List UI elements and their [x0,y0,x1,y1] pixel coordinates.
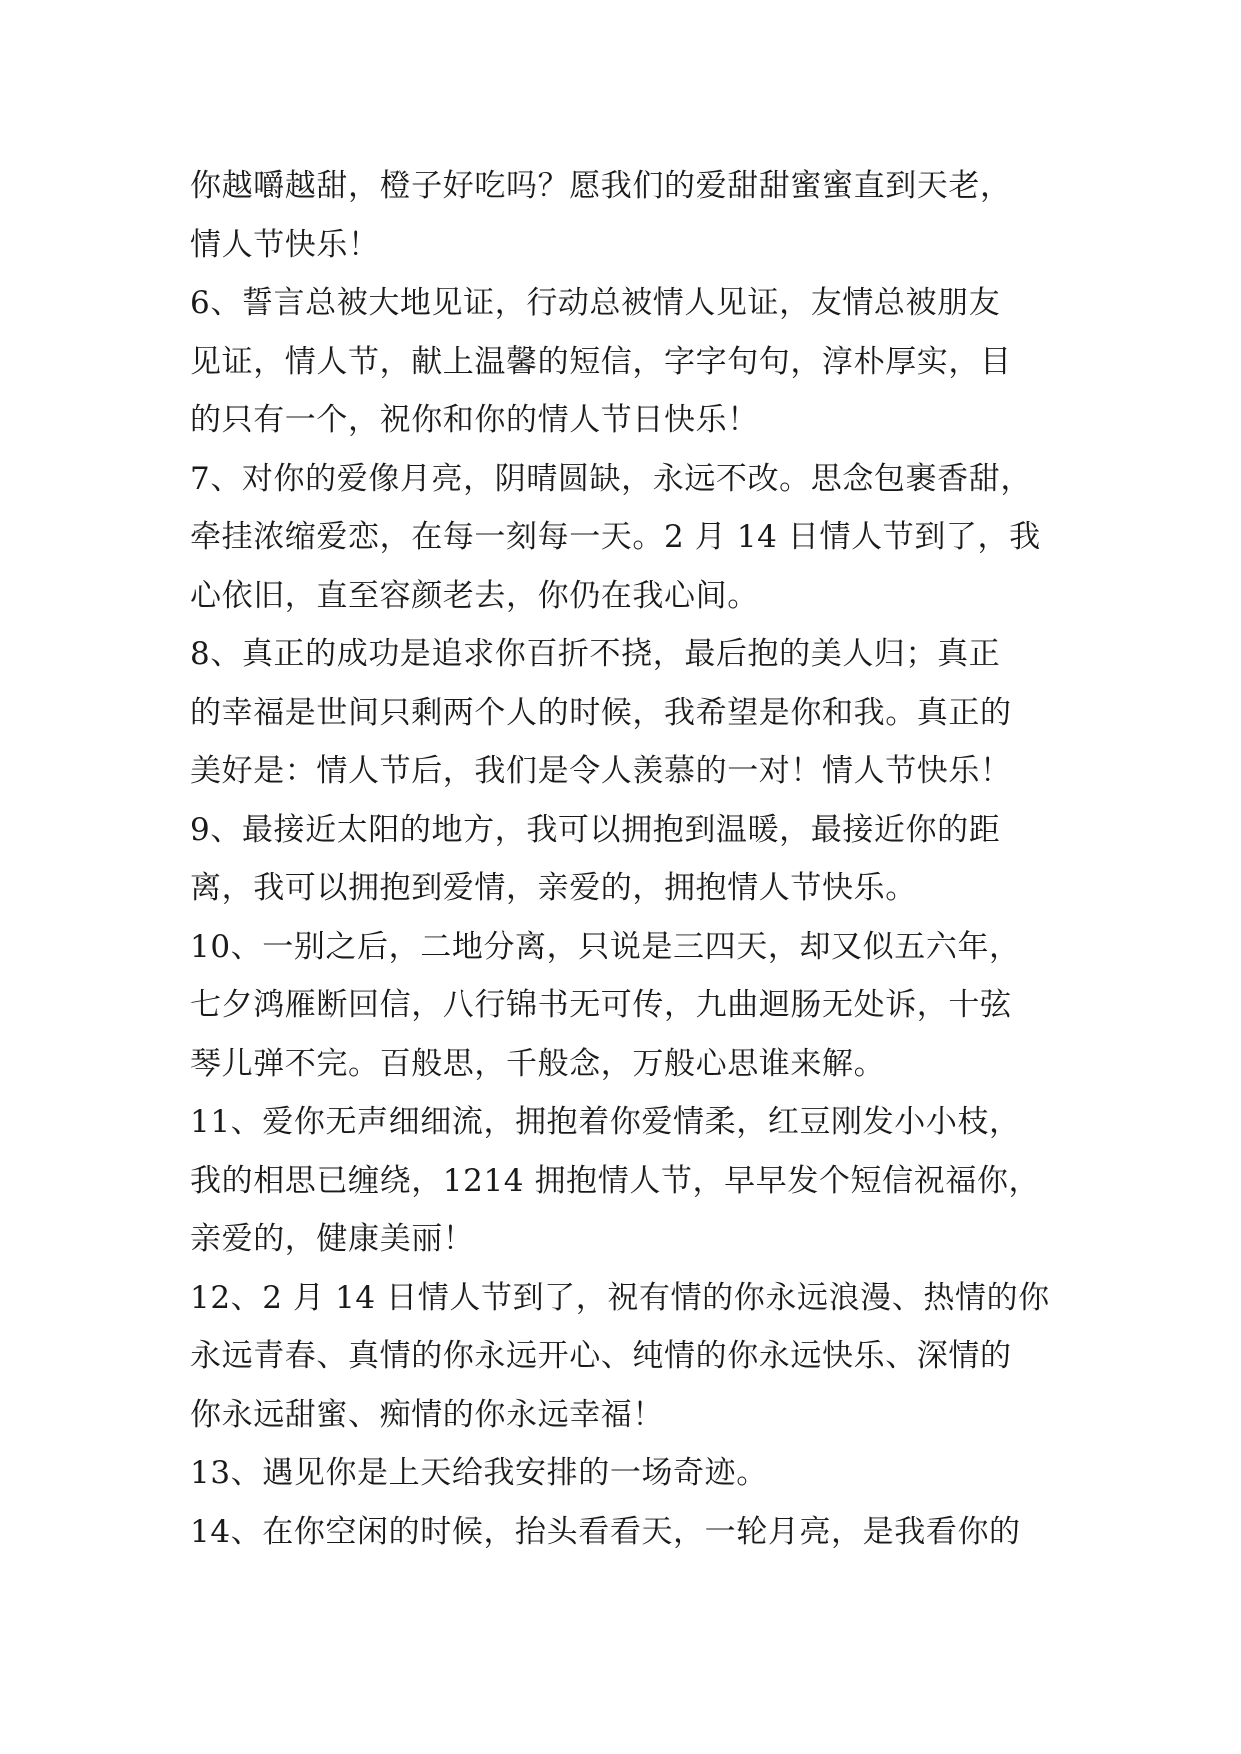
text-line: 亲爱的，健康美丽！ [190,1221,475,1257]
text-line: 琴儿弹不完。百般思，千般念，万般心思谁来解。 [190,1045,886,1082]
text-line: 12、2 月 14 日情人节到了，祝有情的你永远浪漫、热情的你 [190,1279,1050,1316]
text-line: 牵挂浓缩爱恋，在每一刻每一天。2 月 14 日情人节到了，我 [190,519,1041,555]
text-line: 9、最接近太阳的地方，我可以拥抱到温暖，最接近你的距 [190,811,1001,848]
text-line: 美好是：情人节后，我们是令人羡慕的一对！情人节快乐！ [190,753,1012,789]
text-line: 的只有一个，祝你和你的情人节日快乐！ [190,402,759,438]
text-line: 情人节快乐！ [190,226,380,263]
document-body [190,157,1060,1561]
text-line: 10、一别之后，二地分离，只说是三四天，却又似五六年， [190,928,1021,965]
text-line: 13、遇见你是上天给我安排的一场奇迹。 [190,1455,768,1491]
text-line: 见证，情人节，献上温馨的短信，字字句句，淳朴厚实，目 [190,343,1012,380]
text-line: 七夕鸿雁断回信，八行锦书无可传，九曲迴肠无处诉，十弦 [190,987,1012,1023]
text-line: 6、誓言总被大地见证，行动总被情人见证，友情总被朋友 [190,285,1001,321]
text-line: 永远青春、真情的你永远开心、纯情的你永远快乐、深情的 [190,1338,1012,1374]
text-line: 8、真正的成功是追求你百折不挠，最后抱的美人归；真正 [190,636,1001,672]
text-line: 14、在你空闲的时候，抬头看看天，一轮月亮，是我看你的 [190,1513,1021,1550]
text-line: 我的相思已缠绕，1214 拥抱情人节，早早发个短信祝福你， [190,1162,1041,1199]
text-line: 你永远甜蜜、痴情的你永远幸福！ [190,1396,664,1433]
text-line: 7、对你的爱像月亮，阴晴圆缺，永远不改。思念包裹香甜， [190,460,1032,497]
text-line: 你越嚼越甜，橙子好吃吗？愿我们的爱甜甜蜜蜜直到天老， [190,168,1012,204]
text-line: 11、爱你无声细细流，拥抱着你爱情柔，红豆刚发小小枝， [190,1104,1021,1140]
text-line: 心依旧，直至容颜老去，你仍在我心间。 [190,577,759,614]
text-line: 的幸福是世间只剩两个人的时候，我希望是你和我。真正的 [190,694,1012,731]
text-line: 离，我可以拥抱到爱情，亲爱的，拥抱情人节快乐。 [190,870,917,906]
